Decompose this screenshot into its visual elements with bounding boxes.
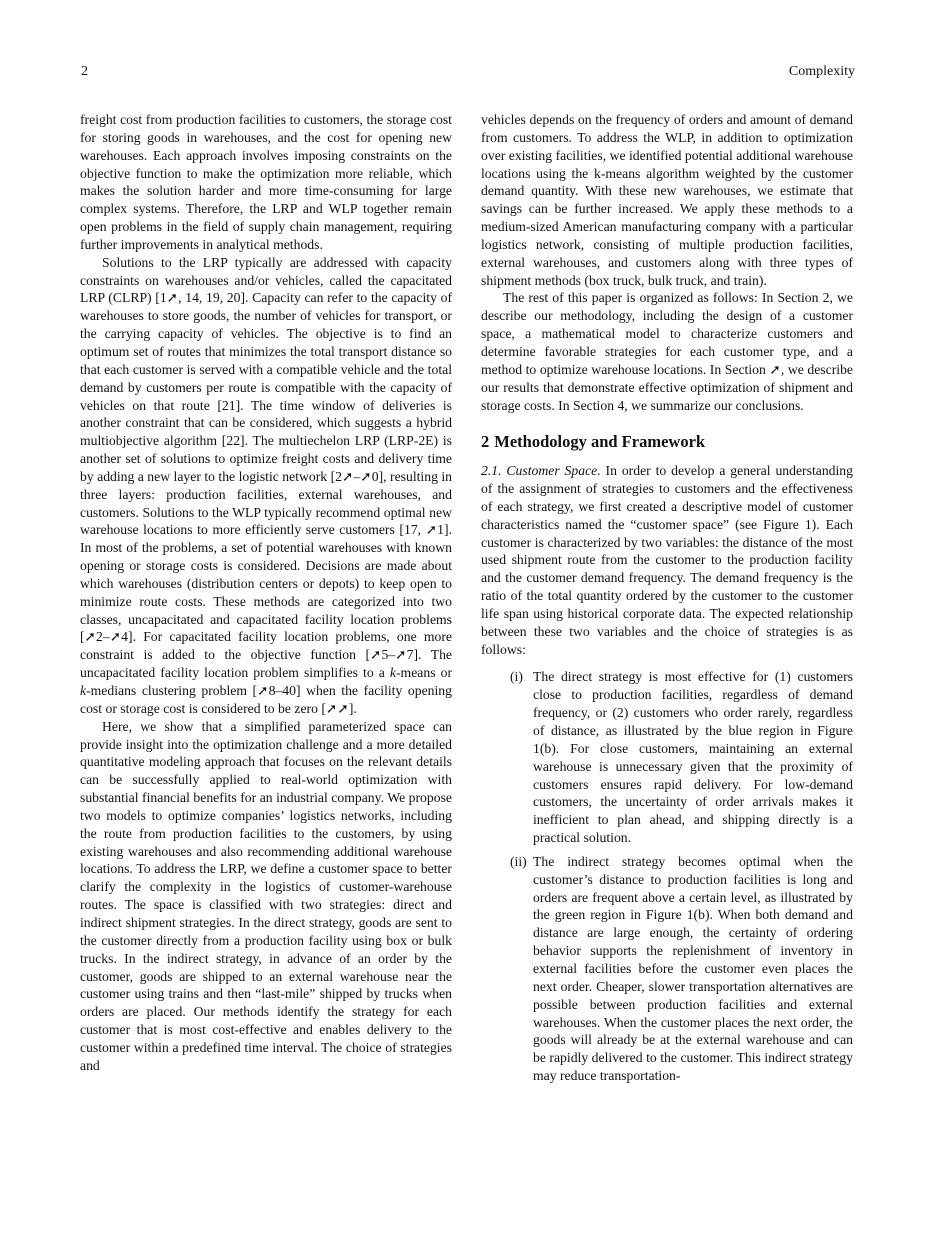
- section-heading: [481, 433, 853, 451]
- strategy-list: [481, 668, 853, 1084]
- section-title: Methodology and Framework: [494, 432, 706, 452]
- list-item-text: The direct strategy is most effective for (1) customers close to production facilities, regardless of demand frequency, or (2) customers who order rarely, regardless of distance, as illustrated by the blue region in Figure 1(b). For close customers, maintaining an external warehouse is unnecessary given that the proximity of customers ensures rapid delivery. For low-demand customers, the uncertainty of order arrivals makes it inefficient to plan ahead, and shipping directly is a practical solution.: [533, 669, 853, 846]
- list-marker: (ii): [510, 853, 527, 869]
- journal-name: Complexity: [788, 64, 855, 79]
- section-number: 2: [481, 432, 490, 452]
- list-item-text: The indirect strategy becomes optimal when the customer’s distance to production facilities is long and orders are frequent above a certain level, as illustrated by the green region in Figure 1(b). When both demand and distance are large enough, the certainty of ordering behavior supports the replenishment of inventory in external facilities before the customer even places the next order. Cheaper, slower transportation alternatives are possible between production facilities and external warehouses. When the customer places the next order, the goods will already be at the external warehouse and can be rapidly delivered to the customer. This indirect strategy may reduce transportation-: [533, 853, 853, 1084]
- list-marker: (i): [510, 669, 523, 685]
- left-column: [80, 111, 452, 1075]
- page-header: [81, 64, 855, 86]
- paragraph: freight cost from production facilities to customers, the storage cost for storing goods in warehouses, and the cost for opening new warehouses. Each approach involves imposing constraints on the objective function to make the optimization more reliable, which makes the solution harder and more time-consuming for large complex systems. Therefore, the LRP and WLP together remain open problems in the field of supply chain management, requiring further improvements in analytical methods.: [80, 112, 452, 252]
- page-number: 2: [81, 64, 88, 79]
- paragraph: [80, 254, 452, 718]
- paragraph-text: -means or: [396, 665, 452, 681]
- paragraph-text: Solutions to the LRP typically are addressed with capacity constraints on warehouses and/or vehicles, called the capacitated LRP (CLRP) [1➚, 14, 19, 20]. Capacity can refer to the capacity of warehouses to store goods, the number of vehicles for transport, or the carrying capacity of vehicles. The objective is to find an optimum set of routes that minimizes the total transport distance so that each customer is served with a compatible vehicle and the total demand by customers per route is compatible with the capacity of vehicles on that route [21]. The time window of deliveries is another constraint that can be considered, which suggests a hybrid multiobjective algorithm [22]. The multiechelon LRP (LRP-2E) is another set of solutions to optimize freight costs and delivery time by adding a new layer to the logistic network [2➚–➚0], resulting in three layers: production facilities, external warehouses, and customers. Solutions to the WLP typically recommend optimal new warehouse locations to more efficiently serve customers [17, ➚1]. In most of the problems, a set of potential warehouses with known opening or storage costs is considered. Decisions are made about which warehouses (distribution centers or depots) to keep open to minimize route costs. These methods are categorized into two classes, uncapacitated and capacitated facility location problems [➚2–➚4]. For capacitated facility location problems, one more constraint is added to the objective function [➚5–➚7]. The uncapacitated facility location problem simplifies to a: [80, 254, 452, 681]
- paragraph: The rest of this paper is organized as follows: In Section 2, we describe our methodology, including the design of a customer space, a mathematical model to characterize customers and determine favorable strategies for each customer type, and a method to optimize warehouse locations. In Section ➚, we describe our results that demonstrate effective optimization of shipment and storage costs. In Section 4, we summarize our conclusions.: [481, 290, 853, 413]
- list-item: [481, 668, 853, 846]
- paragraph-text: In order to develop a general understanding of the assignment of strategies to customers and the effectiveness of each strategy, we first created a descriptive model of customer characteristics named the “customer space” (see Figure 1). Each customer is characterized by two variables: the distance of the most used shipment route from the customer to the production facility and the customer demand frequency. The demand frequency is the ratio of the total quantity ordered by the customer to the customer life span using historical corporate data. The expected relationship between these two variables and the choice of strategies is as follows:: [481, 463, 853, 657]
- k-symbol: k: [80, 683, 87, 698]
- subsection-label: 2.1. Customer Space.: [481, 463, 601, 479]
- paragraph-text: -medians clustering problem [➚8–40] when the facility opening cost or storage cost is considered to be zero [➚➚].: [80, 683, 452, 716]
- paragraph: [481, 462, 853, 658]
- paragraph: Here, we show that a simplified parameterized space can provide insight into the optimization challenge and a more detailed quantitative modeling approach that focuses on the relevant details can be successfully applied to real-world optimization with substantial financial benefits for an industrial company. We propose two models to optimize companies’ logistics networks, including the route from production facilities to the customers, by using existing warehouses and also recommending additional warehouse locations. To address the LRP, we define a customer space to better clarify the complexity in the logistics of customer-warehouse routes. The space is classified with two strategies: direct and indirect shipment strategies. In the direct strategy, goods are sent to the customer directly from a production facility using box or bulk trucks. In the indirect strategy, in advance of an order by the customer, goods are shipped to an external warehouse near the customer using trains and then “last-mile” shipped by trucks when orders are placed. Our methods identify the strategy for each customer that is most cost-effective and enables delivery to the customer within a predefined time interval. The choice of strategies and: [80, 718, 452, 1073]
- right-column: [481, 111, 853, 1091]
- list-item: [481, 853, 853, 1085]
- k-symbol: k: [389, 665, 396, 681]
- paragraph: vehicles depends on the frequency of orders and amount of demand from customers. To address the WLP, in addition to optimization over existing facilities, we identified potential additional warehouse locations using the k-means algorithm weighted by the customer demand quantity. With these new warehouses, we estimate that savings can be further increased. We apply these methods to a medium-sized American manufacturing company with a particular logistics network, consisting of multiple production facilities, external warehouses, and customers along with three types of shipment methods (box truck, bulk truck, and train).: [481, 112, 853, 288]
